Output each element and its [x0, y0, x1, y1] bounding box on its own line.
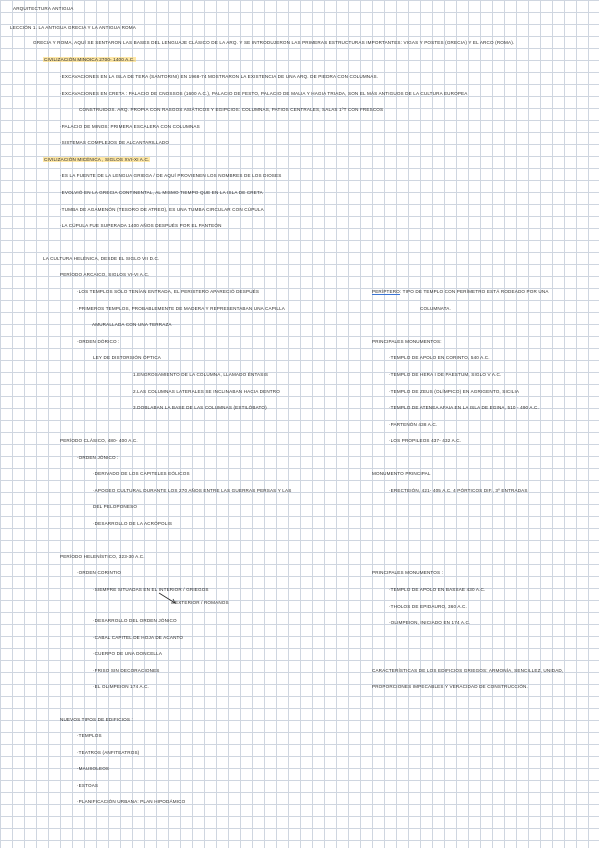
arcaico-item: ·ORDEN DÓRICO :: [77, 339, 120, 344]
clasico-heading: PERÍODO CLÁSICO, 480- 400 A.C.: [60, 438, 138, 443]
helenistico-item: EXTERIOR / ROMANOS: [175, 600, 229, 605]
arcaico-heading: PERÍODO ARCAICO, SIGLOS VI-VI A.C.: [60, 272, 150, 277]
helenistico-item: ·DESARROLLO DEL ORDEN JÓNICO: [93, 618, 177, 623]
helenistico-item: ·FRISO SIN DECORACIONES: [93, 668, 160, 673]
principales2-item: ·TEMPLO DE APOLO EN BASSAE 430 A.C.: [389, 587, 486, 592]
micenica-item: ·EVOLVIÓ EN LA GRECIA CONTINENTAL, AL MISMO TIEMPO QUE EN LA ISLA DE CRETA: [60, 190, 263, 195]
helenistico-item: ·SIEMPRE SITUADAS EN EL INTERIOR / GRIEGOS: [93, 587, 209, 592]
clasico-item: DEL PELOPONESO: [93, 504, 138, 509]
arcaico-item: 3.DOBLABAN LA BASE DE LAS COLUMNAS (ESTILÓBATO): [133, 405, 267, 410]
helenistico-heading: PERÍODO HELENÍSTICO, 323-30 A.C.: [60, 554, 145, 559]
principales2-item: ·OLIMPEION, INICIADO EN 174 A.C.: [389, 620, 471, 625]
arcaico-item: ·LOS TEMPLOS SÓLO TENÍAN ENTRADA, EL PERISTERO APARECIÓ DESPUÉS: [77, 289, 260, 294]
micenica-item: ·TUMBA DE AGAMENÓN (TESORO DE ATREO), ES UNA TUMBA CIRCULAR CON CÚPULA: [60, 207, 264, 212]
arcaico-item: AMURALLADA CON UNA TERRAZA: [92, 322, 172, 327]
intro-text: GRECIA Y ROMA, AQUÍ SE SENTARON LAS BASES DEL LENGUAJE CLÁSICO DE LA ARQ. Y SE INTRODUJERON LAS PRIMERAS ESTRUCTURAS IMPORTANTES: VIGAS Y POSTES (GRECIA) Y EL ARCO (ROMA).: [33, 40, 515, 45]
helenistico-item: ·CUERPO DE UNA DONCELLA: [93, 651, 163, 656]
clasico-item: ·ORDEN JÓNICO :: [77, 455, 119, 460]
principales1-item: ·TEMPLO DE APOLO EN CORINTO, 540 A.C.: [389, 355, 490, 360]
micenica-heading: CIVILIZACIÓN MICÉNICA , SIGLOS XVI-XI A.C.: [44, 157, 150, 162]
peripteros-definition-cont: COLUMNATA.: [420, 306, 451, 311]
principales2-item: ·THOLOS DE EPIDAURO, 360 A.C.: [389, 604, 467, 609]
arcaico-item: 1.ENGROSAMIENTO DE LA COLUMNA, LLAMADO ÉNTASIS: [133, 372, 269, 377]
caracteristicas-text: CARACTERÍSTICAS DE LOS EDIFICIOS GRIEGOS: ARMONÍA, SENCILLEZ, UNIDAD,: [372, 668, 564, 673]
page-title: ARQUITECTURA ANTIGUA: [13, 6, 74, 11]
nuevos-item: ·PLANIFICACIÓN URBANA: PLAN HIPODÁMICO: [77, 799, 186, 804]
clasico-item: ·DERIVADO DE LOS CAPITELES EÓLICOS: [93, 471, 190, 476]
micenica-item: ·ES LA FUENTE DE LA LENGUA GRIEGA / DE AQUÍ PROVIENEN LOS NOMBRES DE LOS DIOSES: [60, 173, 282, 178]
minoica-item: ·SISTEMAS COMPLEJOS DE ALCANTARILLADO: [60, 140, 170, 145]
helenistico-item: ·CABAL CAPITEL DE HOJA DE ACANTO: [93, 635, 184, 640]
helenistico-item: ·EL OLIMPEION 174 A.C.: [93, 684, 149, 689]
minoica-heading: CIVILIZACIÓN MINOICA 2700- 1400 A.C.: [44, 57, 135, 62]
minoica-item: ·EXCAVACIONES EN CRETA : PALACIO DE CNOSSOS (1600 A.C.), PALACIO DE FESTO, PALACIO DE MALIA Y HAGIA TRIADA, SON EL MÁS ANTIGUOS DE LA CULTURA EUROPEA: [60, 91, 468, 96]
principales1-item: ·TEMPLO DE ATENEA AFAIA EN LA ISLA DE EGINA, 510 - 490 A.C.: [389, 405, 539, 410]
minoica-item: CONSTRUIDOS. ARQ. PROPIA CON RASGOS ASIÁTICOS Y EGIPCIOS: COLUMNAS, PATIOS CENTRALES, SALAS 1ºT CON FRESCOS: [79, 107, 384, 112]
caracteristicas-text: PROPORCIONES IMPECABLES Y VERACIDAD DE CONSTRUCCIÓN.: [372, 684, 528, 689]
principales2-heading: PRINCIPALES MONUMENTOS :: [372, 570, 444, 575]
lesson-title: LECCIÓN 1. LA ANTIGUA GRECIA Y LA ANTIGUA ROMA: [10, 25, 136, 30]
micenica-item: ·LA CÚPULA FUE SUPERADA 1400 AÑOS DESPUÉS POR EL PANTEÓN: [60, 223, 222, 228]
clasico-item: ·DESARROLLO DE LA ACRÓPOLIS: [93, 521, 173, 526]
principales1-item: ·TEMPLO DE HERA I DE PAESTUM, SIGLO V A.C.: [389, 372, 502, 377]
minoica-item: ·EXCAVACIONES EN LA ISLA DE TERA (SANTORINI) EN 1968-74 MOSTRARON LA EXISTENCIA DE UNA ARQ. DE PIEDRA CON COLUMNAS.: [60, 74, 379, 79]
arcaico-item: 2.LAS COLUMNAS LATERALES SE INCLINABAN HACIA DENTRO: [133, 389, 280, 394]
helenica-heading: LA CULTURA HELÉNICA, DESDE EL SIGLO VII D.C.: [43, 256, 160, 261]
nuevos-item: ·TEMPLOS: [77, 733, 102, 738]
nuevos-heading: NUEVOS TIPOS DE EDIFICIOS :: [60, 717, 133, 722]
nuevos-item: ·MAUSOLEOS: [77, 766, 110, 771]
helenistico-item: ·ORDEN CORINTIO: [77, 570, 122, 575]
principales1-item: ·LOS PROPILEOS 437- 432 A.C.: [389, 438, 462, 443]
principales1-item: ·PARTENÓN 438 A.C.: [389, 422, 438, 427]
principales1-item: ·TEMPLO DE ZEUS (OLÍMPICO) EN AGRIGENTO, SICILIA: [389, 389, 520, 394]
nuevos-item: ·ESTOAS: [77, 783, 99, 788]
clasico-item: ·APOGEO CULTURAL DURANTE LOS 270 AÑOS ENTRE LAS GUERRAS PERSAS Y LAS: [93, 488, 292, 493]
monumento-item: ·ERECTEIÓN, 421- 405 A.C. 4 PÓRTICOS DIF., 3º ENTRADAS: [389, 488, 528, 493]
nuevos-item: ·TEATROS (ANFITEATROS): [77, 750, 140, 755]
principales1-heading: PRINCIPALES MONUMENTOS:: [372, 339, 442, 344]
minoica-item: ·PALACIO DE MINOS: PRIMERA ESCALERA CON COLUMNAS: [60, 124, 200, 129]
peripteros-definition: PERÍPTERO: TIPO DE TEMPLO CON PERÍMETRO ESTÁ RODEADO POR UNA: [372, 289, 549, 294]
arcaico-item: LEY DE DISTORSIÓN ÓPTICA: [93, 355, 162, 360]
monumento-heading: MONUMENTO PRINCIPAL: [372, 471, 431, 476]
arcaico-item: ·PRIMEROS TEMPLOS, PROBABLEMENTE DE MADERA Y REPRESENTABAN UNA CAPILLA: [77, 306, 285, 311]
